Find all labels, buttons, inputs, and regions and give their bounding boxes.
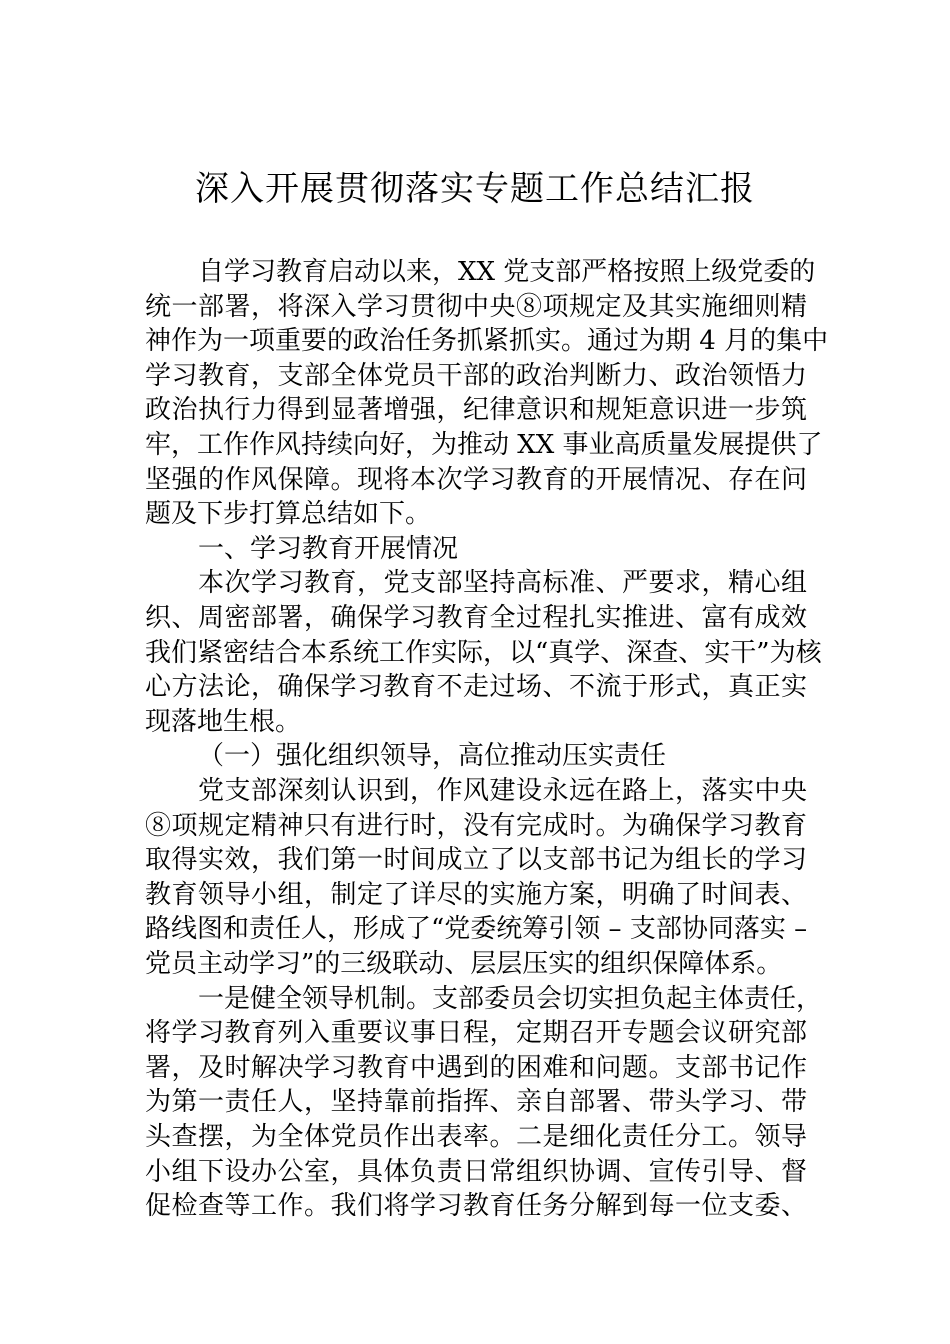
paragraph-line: 政治执行力得到显著增强，纪律意识和规矩意识进一步筑 bbox=[145, 395, 807, 426]
paragraph-line: 统一部署，将深入学习贯彻中央⑧项规定及其实施细则精 bbox=[145, 291, 807, 322]
paragraph-line: 一是健全领导机制。支部委员会切实担负起主体责任， bbox=[198, 983, 823, 1014]
paragraph-line: 织、周密部署，确保学习教育全过程扎实推进、富有成效 bbox=[145, 603, 807, 633]
paragraph-line: 将学习教育列入重要议事日程，定期召开专题会议研究部 bbox=[145, 1018, 807, 1049]
paragraph-line: 头查摆，为全体党员作出表率。二是细化责任分工。领导 bbox=[145, 1122, 807, 1152]
paragraph-line: 学习教育，支部全体党员干部的政治判断力、政治领悟力 bbox=[145, 360, 807, 391]
paragraph-line: 坚强的作风保障。现将本次学习教育的开展情况、存在问 bbox=[145, 464, 807, 495]
document-title: 深入开展贯彻落实专题工作总结汇报 bbox=[195, 169, 755, 209]
paragraph-line: 小组下设办公室，具体负责日常组织协调、宣传引导、督 bbox=[145, 1156, 807, 1187]
paragraph-line: 题及下步打算总结如下。 bbox=[145, 499, 432, 530]
paragraph-line: 署，及时解决学习教育中遇到的困难和问题。支部书记作 bbox=[145, 1052, 807, 1083]
paragraph-line: 牢，工作作风持续向好，为推动 XX 事业高质量发展提供了 bbox=[145, 430, 823, 460]
paragraph-line: 自学习教育启动以来，XX 党支部严格按照上级党委的 bbox=[198, 257, 816, 287]
paragraph-line: 神作为一项重要的政治任务抓紧抓实。通过为期 4 月的集中 bbox=[145, 326, 829, 357]
paragraph-line: 促检查等工作。我们将学习教育任务分解到每一位支委、 bbox=[145, 1191, 807, 1222]
paragraph-line: 本次学习教育，党支部坚持高标准、严要求，精心组 bbox=[198, 568, 807, 599]
paragraph-line: 为第一责任人，坚持靠前指挥、亲自部署、带头学习、带 bbox=[145, 1087, 807, 1118]
paragraph-line: 我们紧密结合本系统工作实际，以“真学、深查、实干”为核 bbox=[145, 637, 822, 668]
paragraph-line: 党支部深刻认识到，作风建设永远在路上，落实中央 bbox=[198, 776, 807, 806]
subsection-heading: （一）强化组织领导，高位推动压实责任 bbox=[198, 741, 667, 772]
paragraph-line: 教育领导小组，制定了详尽的实施方案，明确了时间表、 bbox=[145, 879, 807, 910]
paragraph-line: ⑧项规定精神只有进行时，没有完成时。为确保学习教育 bbox=[145, 810, 807, 841]
paragraph-line: 心方法论，确保学习教育不走过场、不流于形式，真正实 bbox=[145, 672, 807, 703]
paragraph-line: 路线图和责任人，形成了“党委统筹引领 – 支部协同落实 – bbox=[145, 914, 808, 945]
section-heading: 一、学习教育开展情况 bbox=[198, 533, 459, 564]
paragraph-line: 党员主动学习”的三级联动、层层压实的组织保障体系。 bbox=[145, 949, 783, 979]
paragraph-line: 取得实效，我们第一时间成立了以支部书记为组长的学习 bbox=[145, 845, 807, 876]
paragraph-line: 现落地生根。 bbox=[145, 706, 302, 737]
